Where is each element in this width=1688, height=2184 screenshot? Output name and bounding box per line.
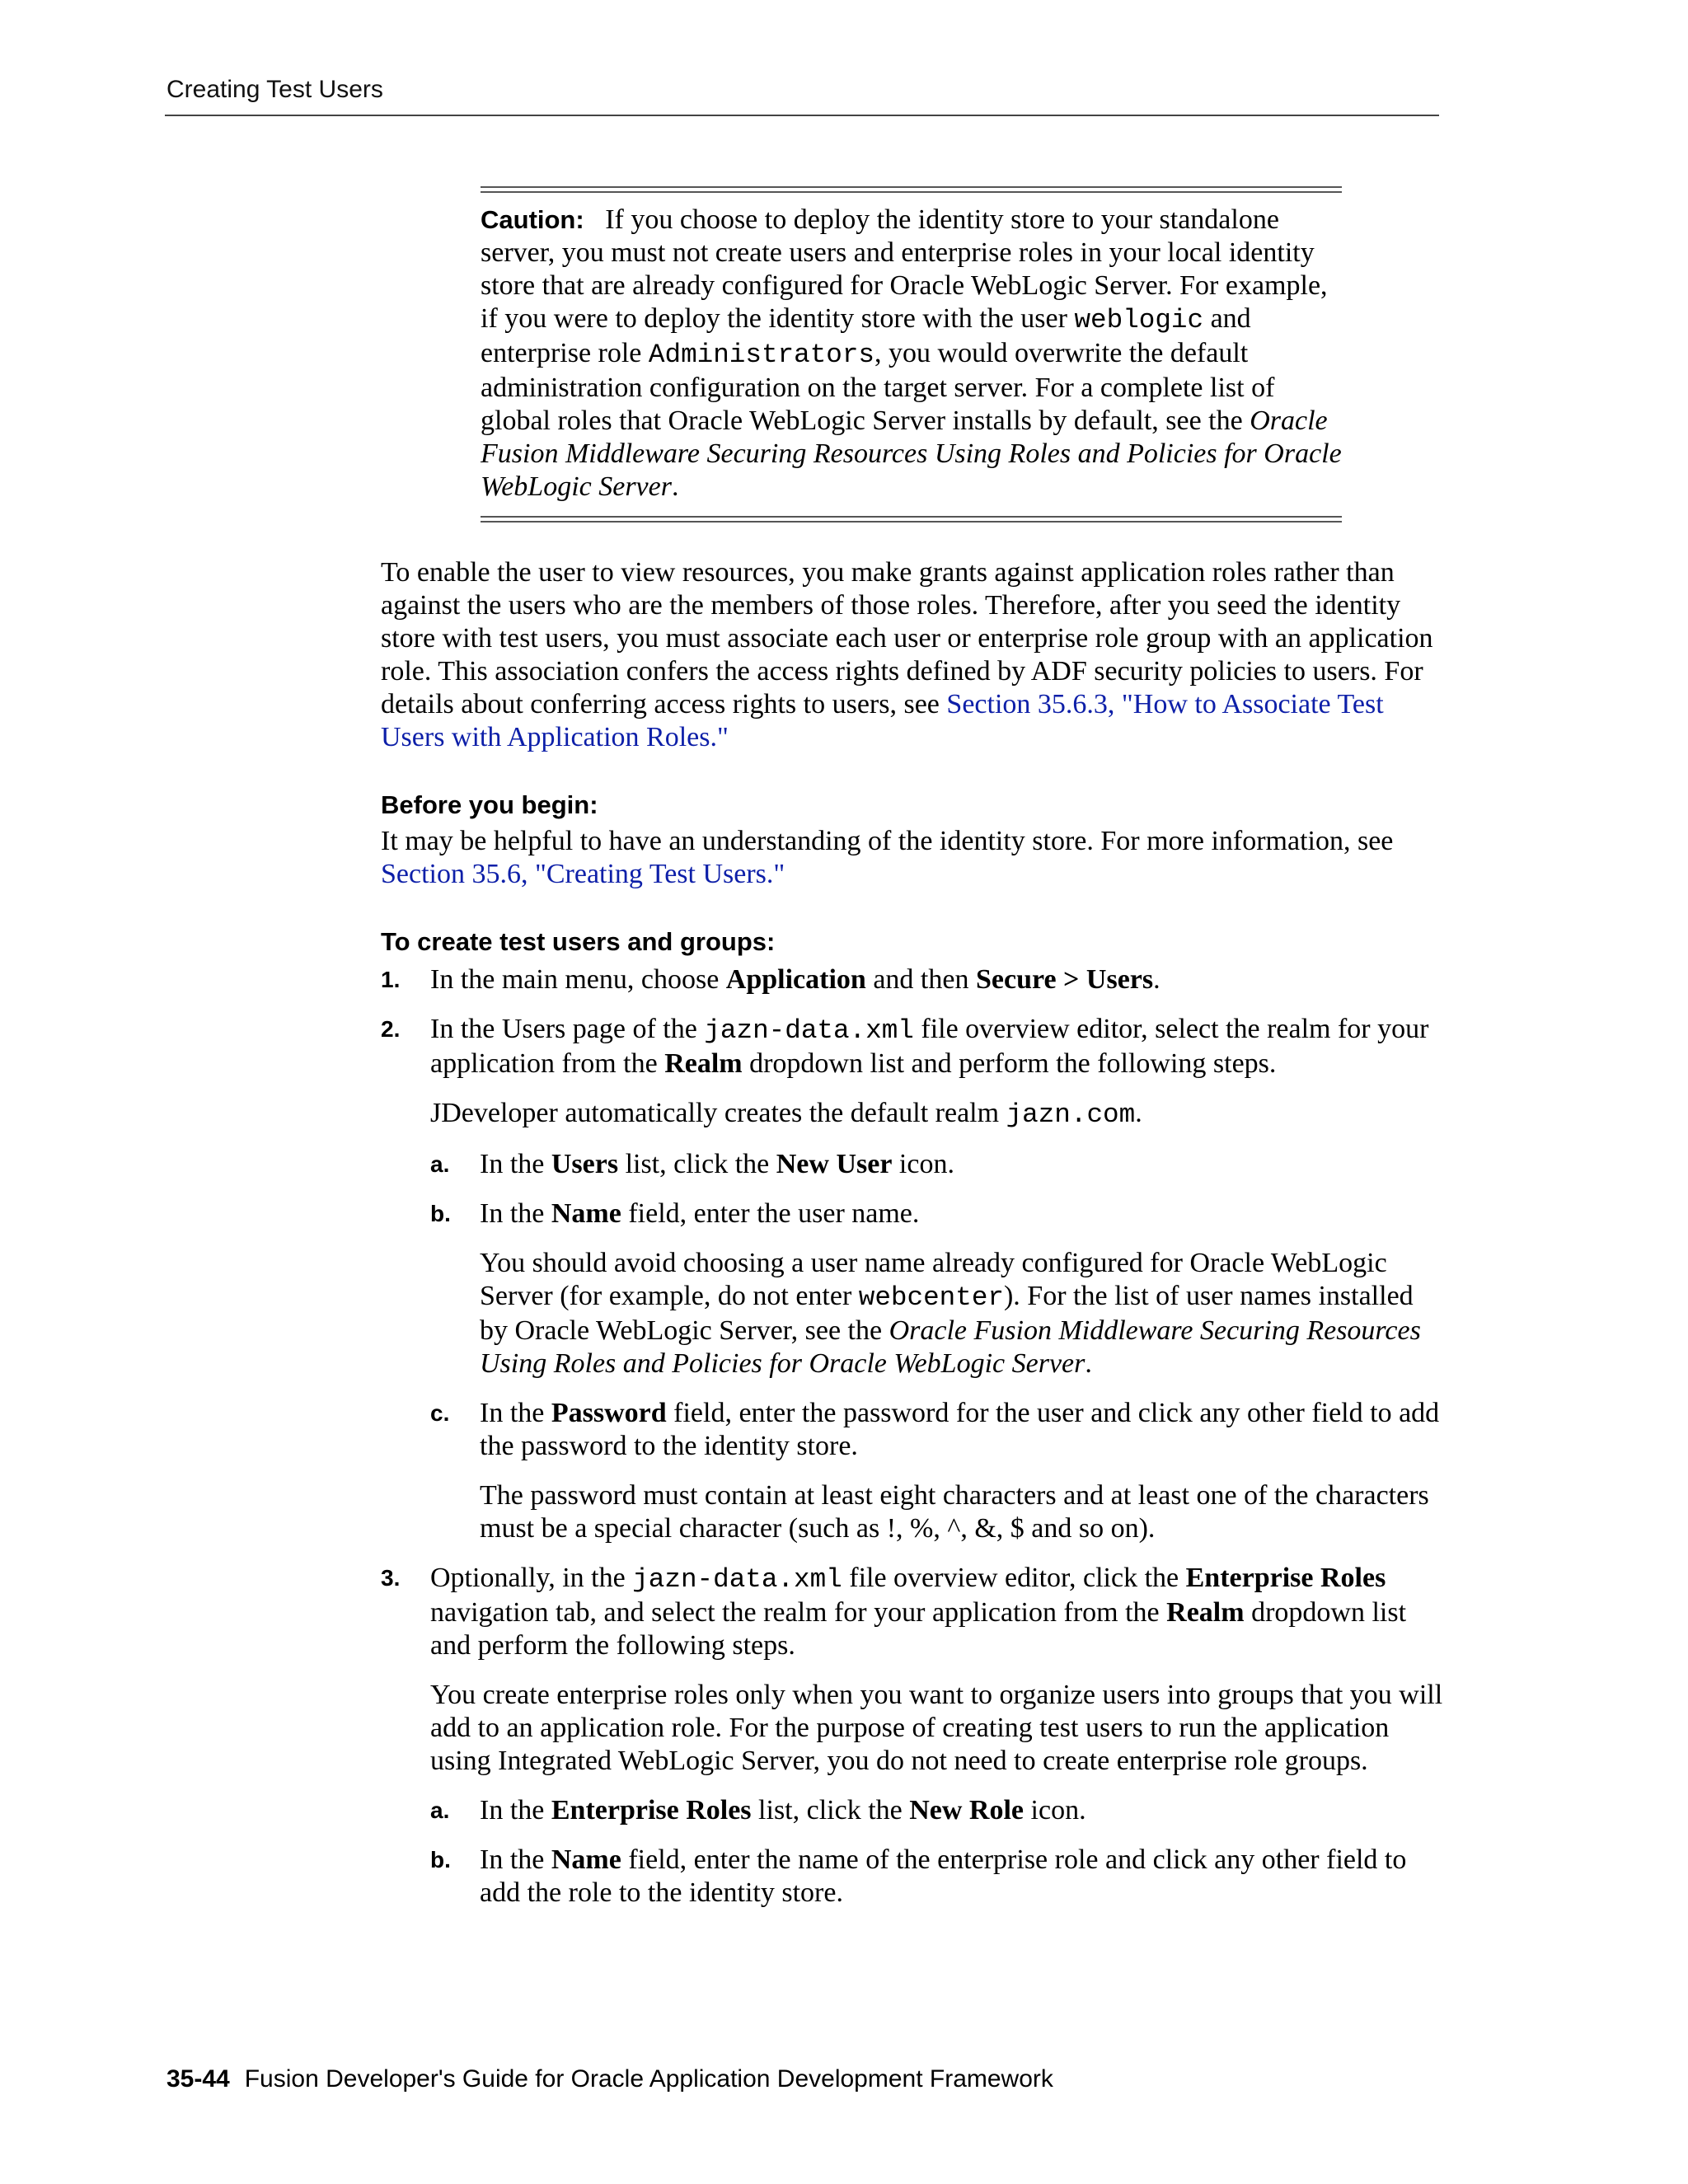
- step-2a-letter: a.: [430, 1151, 450, 1177]
- caution-label: Caution:: [481, 205, 584, 234]
- step-2b-note-text-3: .: [1085, 1348, 1092, 1379]
- caution-text-2: and enterprise role: [481, 303, 1251, 368]
- caution-code-user: weblogic: [1074, 305, 1204, 335]
- before-you-begin-paragraph: [381, 825, 1444, 891]
- step-3-text: Optionally, in the: [430, 1563, 633, 1593]
- step-2-note-text: JDeveloper automatically creates the default realm: [430, 1098, 1006, 1128]
- step-2-realm: Realm: [664, 1048, 743, 1079]
- step-2a-text: In the: [480, 1149, 551, 1179]
- step-1-text-3: .: [1153, 964, 1160, 995]
- step-3a-enterprise-roles: Enterprise Roles: [551, 1795, 752, 1825]
- step-3a-letter: a.: [430, 1797, 450, 1823]
- step-2a-users: Users: [551, 1149, 619, 1179]
- step-3b-text-2: field, enter the name of the enterprise role and click any other field to add the role to the identity store.: [480, 1844, 1407, 1908]
- step-2-text: In the Users page of the: [430, 1014, 705, 1044]
- step-2b-note-book-title: Oracle Fusion Middleware Securing Resources Using Roles and Policies for Oracle WebLogic Server: [480, 1315, 1421, 1379]
- step-2a: [381, 1148, 1444, 1181]
- step-3a-new-role: New Role: [909, 1795, 1025, 1825]
- step-3b-name: Name: [551, 1844, 621, 1875]
- step-2b: [381, 1197, 1444, 1230]
- creating-test-users-link[interactable]: Section 35.6, "Creating Test Users.": [381, 859, 785, 889]
- step-2b-name: Name: [551, 1198, 621, 1229]
- step-3-text-2: file overview editor, click the: [842, 1563, 1186, 1593]
- caution-text-3: , you would overwrite the default administration configuration on the target server. For a complete list of global roles that Oracle WebLogic Server installs by default, see the: [481, 338, 1275, 436]
- step-3-note: You create enterprise roles only when you want to organize users into groups that you will add to an application role. For the purpose of creating test users to run the application using Integrated WebLogic Server, you do not need to create enterprise role groups.: [430, 1680, 1443, 1776]
- step-2c-password: Password: [551, 1398, 667, 1428]
- associate-users-link[interactable]: Section 35.6.3, "How to Associate Test Users with Application Roles.": [381, 689, 1384, 752]
- step-2: [381, 1013, 1444, 1080]
- step-2b-letter: b.: [430, 1201, 451, 1226]
- step-3a-text: In the: [480, 1795, 551, 1825]
- step-3-text-4: dropdown list and perform the following steps.: [430, 1597, 1407, 1661]
- procedure-heading: To create test users and groups:: [381, 927, 776, 956]
- step-3a: [381, 1794, 1444, 1827]
- step-3b-text: In the: [480, 1844, 551, 1875]
- step-2b-note: [381, 1247, 1444, 1380]
- step-1-text-2: and then: [865, 964, 976, 995]
- step-2-code-file: jazn-data.xml: [704, 1015, 914, 1046]
- header-divider: [165, 115, 1439, 116]
- step-3b: [381, 1844, 1444, 1910]
- step-2-note: [381, 1097, 1444, 1132]
- step-2b-text: In the: [480, 1198, 551, 1229]
- step-2-number: 2.: [381, 1016, 401, 1042]
- book-title: Fusion Developer's Guide for Oracle Application Development Framework: [244, 2065, 1053, 2093]
- before-you-begin-heading: Before you begin:: [381, 790, 598, 819]
- step-2a-text-2: list, click the: [618, 1149, 776, 1179]
- step-3-code-file: jazn-data.xml: [632, 1564, 842, 1595]
- step-2c-letter: c.: [430, 1400, 450, 1426]
- page-number: 35-44: [166, 2065, 230, 2093]
- step-1: [381, 963, 1444, 996]
- caution-bottom-divider: [481, 516, 1342, 523]
- caution-text-1: If you choose to deploy the identity store to your standalone server, you must not create users and enterprise roles in your local identity store that are already configured for Oracle WebLogic Server. For example, if you were to deploy the identity store with the user: [481, 204, 1328, 334]
- caution-note: [481, 204, 1342, 504]
- step-1-text: In the main menu, choose: [430, 964, 726, 995]
- step-3-number: 3.: [381, 1565, 401, 1591]
- running-header: Creating Test Users: [166, 76, 383, 103]
- step-3a-text-2: list, click the: [751, 1795, 910, 1825]
- intro-paragraph: [381, 556, 1444, 754]
- step-1-number: 1.: [381, 967, 401, 992]
- caution-top-divider: [481, 186, 1342, 193]
- step-2-text-2: file overview editor, select the realm for your application from the: [430, 1014, 1429, 1079]
- step-2b-note-text: You should avoid choosing a user name already configured for Oracle WebLogic Server (for example, do not enter: [480, 1248, 1387, 1311]
- step-3-realm: Realm: [1166, 1597, 1245, 1628]
- page-footer: [166, 2065, 1053, 2093]
- before-text: It may be helpful to have an understanding of the identity store. For more information, see: [381, 826, 1394, 856]
- step-3b-letter: b.: [430, 1847, 451, 1872]
- menu-application: Application: [725, 964, 866, 995]
- main-content: [381, 556, 1444, 1910]
- step-2a-new-user: New User: [776, 1149, 893, 1179]
- step-2b-note-text-2: ). For the list of user names installed by Oracle WebLogic Server, see the: [480, 1281, 1414, 1346]
- step-2c-text: In the: [480, 1398, 551, 1428]
- caution-book-title: Oracle Fusion Middleware Securing Resources Using Roles and Policies for Oracle WebLogic Server: [481, 405, 1342, 502]
- step-2a-text-3: icon.: [892, 1149, 954, 1179]
- caution-text-4: .: [671, 471, 679, 502]
- step-2b-text-2: field, enter the user name.: [621, 1198, 920, 1229]
- step-2c-text-2: field, enter the password for the user and click any other field to add the password to the identity store.: [480, 1398, 1440, 1461]
- step-2-text-3: dropdown list and perform the following steps.: [742, 1048, 1277, 1079]
- caution-code-role: Administrators: [648, 340, 875, 370]
- menu-secure-users: Secure > Users: [975, 964, 1154, 995]
- step-3: [381, 1562, 1444, 1662]
- step-2b-note-code: webcenter: [858, 1282, 1004, 1313]
- step-3-text-3: navigation tab, and select the realm for your application from the: [430, 1597, 1167, 1628]
- intro-text: To enable the user to view resources, you make grants against application roles rather than against the users who are the members of those roles. Therefore, after you seed the identity store with test users, you must associate each user or enterprise role group with an application role. This association confers the access rights defined by ADF security policies to users. For details about conferring access rights to users, see: [381, 557, 1433, 719]
- step-3-enterprise-roles: Enterprise Roles: [1185, 1563, 1386, 1593]
- step-2-note-text-2: .: [1135, 1098, 1142, 1128]
- step-3a-text-3: icon.: [1024, 1795, 1086, 1825]
- step-2c-note: The password must contain at least eight characters and at least one of the characters must be a special character (such as !, %, ^, &, $ and so on).: [480, 1480, 1429, 1544]
- step-2c: [381, 1397, 1444, 1463]
- step-2-note-code: jazn.com: [1006, 1099, 1136, 1130]
